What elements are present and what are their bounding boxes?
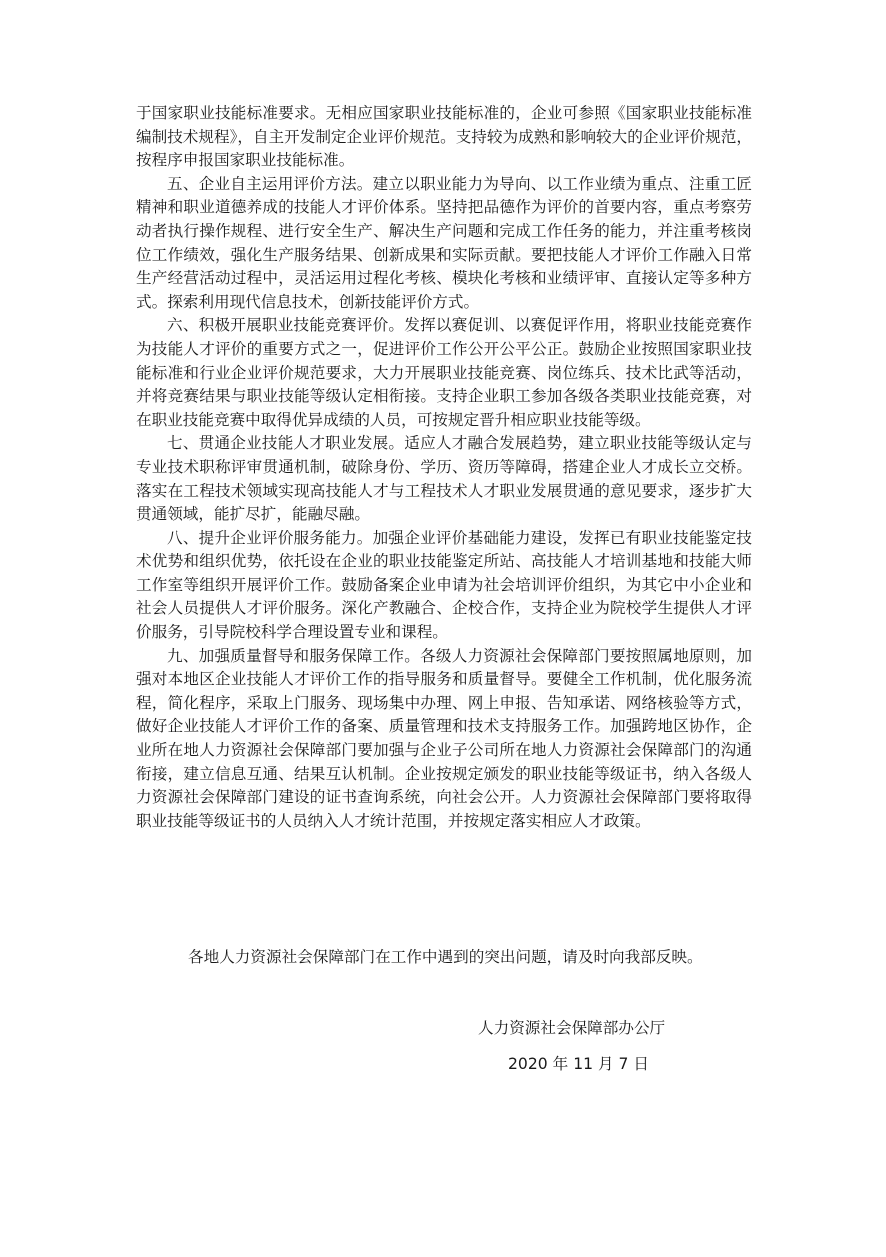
paragraph-item-8: 八、提升企业评价服务能力。加强企业评价基础能力建设，发挥已有职业技能鉴定技术优势和组织优势，依托设在企业的职业技能鉴定所站、高技能人才培训基地和技能大师工作室等组织开展评价工作。鼓励备案企业申请为社会培训评价组织，为其它中小企业和社会人员提供人才评价服务。深化产教融合、企校合作，支持企业为院校学生提供人才评价服务，引导院校科学合理设置专业和课程。: [136, 528, 752, 642]
closing-sentence: 各地人力资源社会保障部门在工作中遇到的突出问题，请及时向我部反映。: [188, 948, 703, 966]
paragraph-continuation: 于国家职业技能标准要求。无相应国家职业技能标准的，企业可参照《国家职业技能标准编制技术规程》，自主开发制定企业评价规范。支持较为成熟和影响较大的企业评价规范，按程序申报国家职业技能标准。: [136, 104, 752, 170]
paragraph-item-6: 六、积极开展职业技能竞赛评价。发挥以赛促训、以赛促评作用，将职业技能竞赛作为技能人才评价的重要方式之一，促进评价工作公开公平公正。鼓励企业按照国家职业技能标准和行业企业评价规范要求，大力开展职业技能竞赛、岗位练兵、技术比武等活动，并将竞赛结果与职业技能等级认定相衔接。支持企业职工参加各级各类职业技能竞赛，对在职业技能竞赛中取得优异成绩的人员，可按规定晋升相应职业技能等级。: [136, 316, 752, 429]
issuer-name: 人力资源社会保障部办公厅: [478, 1019, 666, 1037]
paragraph-item-7: 七、贯通企业技能人才职业发展。适应人才融合发展趋势，建立职业技能等级认定与专业技术职称评审贯通机制，破除身份、学历、资历等障碍，搭建企业人才成长立交桥。落实在工程技术领域实现高技能人才与工程技术人才职业发展贯通的意见要求，逐步扩大贯通领域，能扩尽扩，能融尽融。: [136, 434, 752, 524]
issue-date: 2020 年 11 月 7 日: [508, 1055, 650, 1073]
paragraph-item-5: 五、企业自主运用评价方法。建立以职业能力为导向、以工作业绩为重点、注重工匠精神和职业道德养成的技能人才评价体系。坚持把品德作为评价的首要内容，重点考察劳动者执行操作规程、进行安全生产、解决生产问题和完成工作任务的能力，并注重考核岗位工作绩效，强化生产服务结果、创新成果和实际贡献。要把技能人才评价工作融入日常生产经营活动过程中，灵活运用过程化考核、模块化考核和业绩评审、直接认定等多种方式。探索利用现代信息技术，创新技能评价方式。: [136, 174, 752, 311]
paragraph-item-9: 九、加强质量督导和服务保障工作。各级人力资源社会保障部门要按照属地原则，加强对本地区企业技能人才评价工作的指导服务和质量督导。要健全工作机制，优化服务流程，简化程序，采取上门服务、现场集中办理、网上申报、告知承诺、网络核验等方式，做好企业技能人才评价工作的备案、质量管理和技术支持服务工作。加强跨地区协作，企业所在地人力资源社会保障部门要加强与企业子公司所在地人力资源社会保障部门的沟通衔接，建立信息互通、结果互认机制。企业按规定颁发的职业技能等级证书，纳入各级人力资源社会保障部门建设的证书查询系统，向社会公开。人力资源社会保障部门要将取得职业技能等级证书的人员纳入人才统计范围，并按规定落实相应人才政策。: [136, 646, 752, 830]
document-body: [136, 102, 752, 833]
